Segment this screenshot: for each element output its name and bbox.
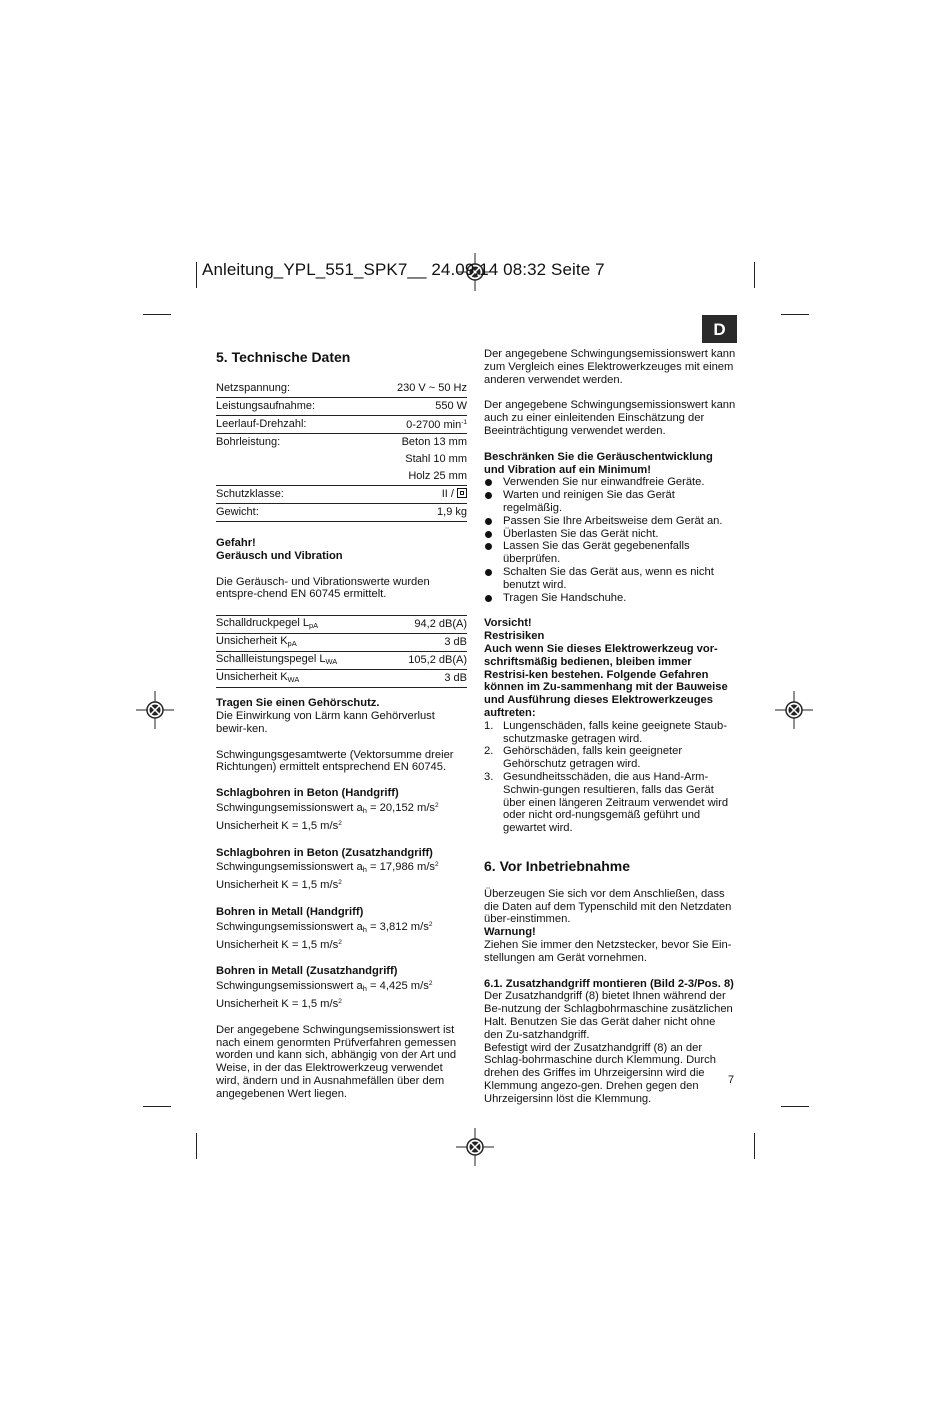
spec-label (216, 451, 363, 468)
paragraph: Der Zusatzhandgriff (8) bietet Ihnen während der Be-nutzung der Schlagbohrmaschine zusätzlichen Halt. Benutzen Sie das Gerät daher nicht ohne den Zu-satzhandgriff. (484, 990, 733, 1041)
spec-value: Holz 25 mm (363, 468, 467, 486)
registration-mark-icon (456, 1128, 494, 1166)
noise-value: 3 dB (385, 670, 467, 688)
language-tab: D (702, 315, 737, 343)
list-item: 2. Gehörschäden, falls kein geeigneter Gehörschutz getragen wird. (484, 745, 683, 771)
spec-label: Leerlauf-Drehzahl: (216, 416, 363, 434)
list-item: 3. Gesundheitsschäden, die aus Hand-Arm-Schwin-gungen resultieren, falls das Gerät über einen längeren Zeitraum verwendet wird oder nicht ord-nungsgemäß geführt und gewartet wird. (484, 770, 729, 835)
list-item: Verwenden Sie nur einwandfreie Geräte. (484, 476, 736, 489)
paragraph: Befestigt wird der Zusatzhandgriff (8) an der Schlag-bohrmaschine durch Klemmung. Durch drehen des Griffes im Uhrzeigersinn wird die Klemmung angezo-gen. Drehen gegen den Uhrzeigersinn löst die Klemmung. (484, 1041, 716, 1105)
list-item: Passen Sie Ihre Arbeitsweise dem Gerät an. (484, 515, 736, 528)
protection-class-icon (457, 488, 467, 498)
vibration-title: Bohren in Metall (Handgriff) (216, 905, 364, 918)
vibration-emission: Schwingungsemissionswert $a_h = 20,152$ $m/s^2$ (216, 801, 439, 815)
noise-label: Schallleistungspegel $L_{WA}$ (216, 652, 385, 670)
ear-protection-title: Tragen Sie einen Gehörschutz. (216, 697, 380, 710)
page-number: 7 (728, 1074, 735, 1086)
vibration-title: Schlagbohren in Beton (Zusatzhandgriff) (216, 846, 433, 859)
list-item: Überlasten Sie das Gerät nicht. (484, 528, 736, 541)
crop-mark (754, 262, 755, 288)
section-title: 5. Technische Daten (216, 349, 351, 365)
vibration-block (216, 906, 468, 951)
spec-label (216, 468, 363, 486)
spec-label: Bohrleistung: (216, 436, 281, 449)
spec-value: 230 V ~ 50 Hz (363, 380, 467, 398)
spec-value: 0-2700 $\min^{-1}$ (363, 416, 467, 434)
vibration-emission: Schwingungsemissionswert $a_h = 4,425$ $m/s^2$ (216, 980, 433, 994)
registration-mark-icon (136, 691, 174, 729)
print-header: Anleitung_YPL_551_SPK7__ 24.09.14 08:32 Seite 7 (202, 260, 605, 279)
noise-label: Unsicherheit $K_{pA}$ (216, 634, 385, 652)
danger-title: Gefahr! (216, 537, 256, 549)
spec-label: Netzspannung: (216, 380, 363, 398)
registration-mark-icon (775, 691, 813, 729)
spec-table (216, 380, 467, 522)
crop-mark (143, 1106, 171, 1107)
spec-value: 550 W (363, 398, 467, 416)
vibration-title: Schlagbohren in Beton (Handgriff) (216, 787, 399, 800)
crop-mark (196, 1133, 197, 1159)
spec-value: II / (363, 486, 467, 504)
spec-label: Leistungsaufnahme: (216, 398, 363, 416)
spec-label: Schutzklasse: (216, 486, 363, 504)
subsection-title: 6.1. Zusatzhandgriff montieren (Bild 2-3/Pos. 8) (484, 977, 734, 990)
vibration-uncertainty: Unsicherheit K = 1,5 $m/s^2$ (216, 997, 342, 1010)
left-column (216, 348, 468, 1101)
closing-paragraph: Der angegebene Schwingungsemissionswert ist nach einem genormten Prüfverfahren gemessen worden und kann sich, abhängig von der Art und Weise, in der das Elektrowerkzeug verwendet wird, ändern und in Ausnahmefällen über dem angegebenen Wert liegen. (216, 1023, 457, 1100)
spec-label: Gewicht: (216, 504, 363, 522)
vibration-block (216, 847, 468, 892)
crop-mark (196, 262, 197, 288)
crop-mark (781, 314, 809, 315)
list-item: 1. Lungenschäden, falls keine geeignete Staub-schutzmaske getragen wird. (484, 719, 727, 745)
vibration-total-text: Schwingungsgesamtwerte (Vektorsumme dreier Richtungen) ermittelt entsprechend EN 60745. (216, 748, 454, 774)
residual-list (484, 720, 736, 835)
noise-intro: Die Geräusch- und Vibrationswerte wurden entspre-chend EN 60745 ermittelt. (216, 575, 430, 601)
spec-value: 1,9 kg (363, 504, 467, 522)
list-item: Lassen Sie das Gerät gegebenenfalls überprüfen. (484, 540, 736, 566)
ear-protection-text: Die Einwirkung von Lärm kann Gehörverlust bewir-ken. (216, 709, 435, 735)
crop-mark (781, 1106, 809, 1107)
residual-title: Restrisiken (484, 630, 545, 643)
vibration-block (216, 787, 468, 832)
crop-mark (754, 1133, 755, 1159)
vibration-uncertainty: Unsicherheit K = 1,5 $m/s^2$ (216, 819, 342, 832)
caution-title: Vorsicht! (484, 617, 532, 630)
vibration-emission: Schwingungsemissionswert $a_h = 3,812$ $m/s^2$ (216, 920, 433, 934)
vibration-uncertainty: Unsicherheit K = 1,5 $m/s^2$ (216, 938, 342, 951)
crop-mark (143, 314, 171, 315)
noise-label: Schalldruckpegel $L_{pA}$ (216, 616, 385, 634)
list-item: Tragen Sie Handschuhe. (484, 592, 736, 605)
paragraph: Überzeugen Sie sich vor dem Anschließen, dass die Daten auf dem Typenschild mit den Netzdaten über-einstimmen. (484, 887, 732, 926)
noise-label: Unsicherheit $K_{WA}$ (216, 670, 385, 688)
limit-list (484, 476, 736, 604)
vibration-uncertainty: Unsicherheit K = 1,5 $m/s^2$ (216, 879, 342, 892)
noise-value: 3 dB (385, 634, 467, 652)
noise-table (216, 615, 467, 688)
vibration-block (216, 965, 468, 1010)
limit-title: Beschränken Sie die Geräuschentwicklung und Vibration auf ein Minimum! (484, 450, 713, 476)
warning-title: Warnung! (484, 926, 536, 939)
vibration-emission: Schwingungsemissionswert $a_h = 17,986$ $m/s^2$ (216, 861, 439, 875)
right-column (484, 348, 736, 1106)
spec-value: Beton 13 mm (401, 436, 467, 449)
paragraph: Der angegebene Schwingungsemissionswert kann zum Vergleich eines Elektrowerkzeuges mit einem anderen verwendet werden. (484, 348, 736, 386)
residual-intro: Auch wenn Sie dieses Elektrowerkzeug vor-schriftsmäßig bedienen, bleiben immer Restrisi-ken bestehen. Folgende Gefahren können im Zu-sammenhang mit der Bauweise und Ausführung dieses Elektrowerkzeuges auftreten: (484, 642, 728, 719)
vibration-title: Bohren in Metall (Zusatzhandgriff) (216, 965, 398, 978)
spec-value: Stahl 10 mm (405, 453, 467, 466)
warning-text: Ziehen Sie immer den Netzstecker, bevor Sie Ein-stellungen am Gerät vornehmen. (484, 939, 732, 964)
noise-value: 105,2 dB(A) (385, 652, 467, 670)
noise-title: Geräusch und Vibration (216, 549, 343, 562)
list-item: Warten und reinigen Sie das Gerät regelmäßig. (484, 489, 736, 515)
section-title: 6. Vor Inbetriebnahme (484, 857, 630, 874)
list-item: Schalten Sie das Gerät aus, wenn es nicht benutzt wird. (484, 566, 736, 592)
paragraph: Der angegebene Schwingungsemissionswert kann auch zu einer einleitenden Einschätzung der Beeinträchtigung verwendet werden. (484, 399, 736, 437)
noise-value: 94,2 dB(A) (385, 616, 467, 634)
